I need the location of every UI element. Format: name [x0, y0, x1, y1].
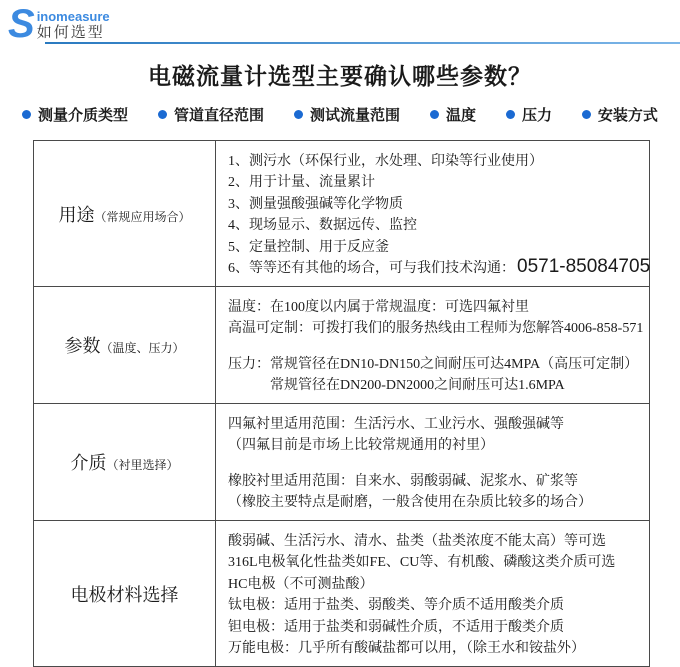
content-line: 2、用于计量、流量累计	[228, 175, 375, 191]
row-content-cell	[216, 287, 650, 404]
bullet-dot-icon	[582, 110, 591, 119]
row-lines	[228, 412, 649, 512]
spec-table-body	[34, 141, 650, 667]
logo-initial: S	[8, 2, 35, 46]
page-title: 电磁流量计选型主要确认哪些参数？	[148, 64, 532, 89]
content-line	[228, 338, 649, 352]
content-line: 常规管径在DN200-DN2000之间耐压可达1.6MPA	[228, 378, 565, 394]
row-title: 参数	[64, 336, 101, 356]
parameter-label: 管道直径范围	[173, 107, 264, 124]
row-title: 用途	[58, 204, 95, 225]
table-row	[34, 141, 650, 287]
row-header-cell	[34, 287, 216, 404]
table-row	[34, 287, 650, 404]
content-line: 6、等等还有其他的场合，可与我们技术沟通： 0571-85084705	[228, 256, 651, 278]
phone-number: 0571-85084705	[517, 256, 651, 278]
content-line: 橡胶衬里适用范围：自来水、弱酸弱碱、泥浆水、矿浆等	[228, 473, 578, 489]
content-line: 钽电极：适用于盐类和弱碱性介质，不适用于酸类介质	[228, 619, 564, 635]
row-subtitle: （常规应用场合）	[94, 209, 191, 224]
parameter-item	[158, 104, 264, 125]
row-content-cell	[216, 404, 650, 521]
content-line: 钛电极：适用于盐类、弱酸类、等介质不适用酸类介质	[228, 598, 564, 614]
parameter-label: 温度	[445, 107, 476, 124]
content-line: 1、测污水（环保行业，水处理、印染等行业使用）	[228, 153, 543, 169]
table-row	[34, 404, 650, 521]
content-line: 温度：在100度以内属于常规温度：可选四氟衬里	[228, 299, 529, 315]
bullet-dot-icon	[506, 110, 515, 119]
bullet-dot-icon	[294, 110, 303, 119]
row-title: 电极材料选择	[70, 584, 179, 605]
bullet-dot-icon	[430, 110, 439, 119]
content-line: HC电极（不可测盐酸）	[228, 576, 374, 592]
parameter-item	[22, 104, 128, 125]
parameter-label: 测试流量范围	[309, 107, 400, 124]
content-line	[228, 455, 649, 469]
parameter-label: 压力	[521, 107, 552, 124]
content-line: 316L电极氧化性盐类如FE、CU等、有机酸、磷酸这类介质可选	[228, 555, 616, 571]
content-line: 压力：常规管径在DN10-DN150之间耐压可达4MPA（高压可定制）	[228, 356, 639, 372]
row-content-cell	[216, 141, 650, 287]
row-content-cell	[216, 521, 650, 667]
row-lines	[228, 295, 649, 395]
parameter-item	[430, 104, 476, 125]
spec-table	[33, 140, 650, 667]
row-header-cell	[34, 521, 216, 667]
content-line: 5、定量控制、用于反应釜	[228, 239, 389, 255]
parameter-item	[582, 104, 658, 125]
row-lines	[228, 529, 649, 658]
row-title: 介质	[70, 453, 107, 473]
logo-tagline: 如何选型	[36, 25, 105, 41]
content-line: 酸弱碱、生活污水、清水、盐类（盐类浓度不能太高）等可选	[228, 533, 606, 549]
row-header-cell	[34, 404, 216, 521]
row-lines	[228, 149, 649, 278]
row-subtitle: （衬里选择）	[106, 458, 179, 472]
row-header-cell	[34, 141, 216, 287]
logo-brand: inomeasure	[36, 9, 110, 24]
content-line: 4、现场显示、数据远传、监控	[228, 218, 417, 234]
parameter-item	[294, 104, 400, 125]
content-line: 3、测量强酸强碱等化学物质	[228, 196, 403, 212]
parameter-list	[0, 103, 680, 125]
content-line: （橡胶主要特点是耐磨，一般含使用在杂质比较多的场合）	[228, 495, 592, 511]
content-line: 高温可定制：可拨打我们的服务热线由工程师为您解答4006-858-571	[228, 321, 644, 337]
row-subtitle: （温度、压力）	[100, 341, 185, 355]
bullet-dot-icon	[22, 110, 31, 119]
logo-text	[37, 10, 110, 42]
table-row	[34, 521, 650, 667]
content-line: （四氟目前是市场上比较常规通用的衬里）	[228, 438, 494, 454]
parameter-label: 测量介质类型	[38, 107, 129, 124]
parameter-item	[506, 104, 552, 125]
header	[0, 0, 680, 46]
parameter-label: 安装方式	[597, 107, 658, 124]
logo	[8, 2, 110, 46]
content-line: 四氟衬里适用范围：生活污水、工业污水、强酸强碱等	[228, 416, 564, 432]
bullet-dot-icon	[158, 110, 167, 119]
header-divider	[45, 42, 680, 44]
content-line: 万能电极：几乎所有酸碱盐都可以用，（除王水和铵盐外）	[228, 641, 585, 657]
